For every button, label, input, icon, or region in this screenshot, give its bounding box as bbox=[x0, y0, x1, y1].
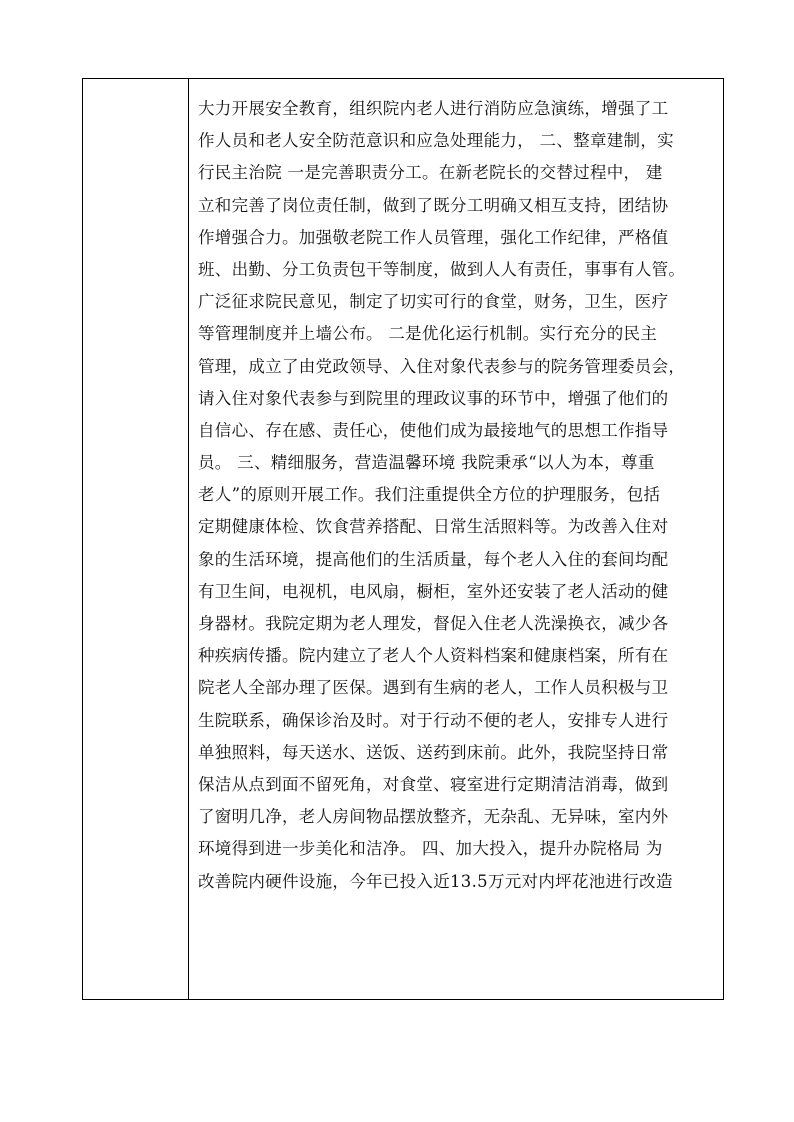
text-line: 作增强合力。加强敬老院工作人员管理，强化工作纪律，严格值 bbox=[198, 227, 669, 247]
table-label-cell bbox=[83, 79, 189, 999]
text-line: 等管理制度并上墙公布。 二是优化运行机制。实行充分的民主 bbox=[198, 324, 658, 344]
text-line: 单独照料，每天送水、送饭、送药到床前。此外，我院坚持日常 bbox=[198, 742, 669, 762]
text-line: 保洁从点到面不留死角，对食堂、寝室进行定期清洁消毒，做到 bbox=[198, 774, 669, 794]
text-line: 作人员和老人安全防范意识和应急处理能力， 二、整章建制，实 bbox=[198, 131, 674, 151]
text-line: 管理，成立了由党政领导、入住对象代表参与的院务管理委员会， bbox=[198, 356, 686, 376]
text-line: 环境得到进一步美化和洁净。 四、加大投入，提升办院格局 为 bbox=[198, 839, 663, 859]
text-line: 象的生活环境，提高他们的生活质量，每个老人入住的套间均配 bbox=[198, 549, 669, 569]
text-line: 有卫生间，电视机，电风扇，橱柜，室外还安装了老人活动的健 bbox=[198, 581, 669, 601]
text-line: 生院联系，确保诊治及时。对于行动不便的老人，安排专人进行 bbox=[198, 710, 669, 730]
table-content-cell bbox=[189, 79, 723, 999]
text-line: 了窗明几净，老人房间物品摆放整齐，无杂乱、无异味，室内外 bbox=[198, 807, 669, 827]
text-line: 老人”的原则开展工作。我们注重提供全方位的护理服务，包括 bbox=[198, 485, 661, 505]
text-line: 种疾病传播。院内建立了老人个人资料档案和健康档案，所有在 bbox=[198, 646, 669, 666]
text-line: 定期健康体检、饮食营养搭配、日常生活照料等。为改善入住对 bbox=[198, 517, 669, 537]
text-line: 班、出勤、分工负责包干等制度，做到人人有责任，事事有人管。 bbox=[198, 259, 686, 279]
text-line: 院老人全部办理了医保。遇到有生病的老人，工作人员积极与卫 bbox=[198, 678, 669, 698]
text-line: 身器材。我院定期为老人理发，督促入住老人洗澡换衣，减少各 bbox=[198, 614, 669, 633]
text-line: 广泛征求院民意见，制定了切实可行的食堂，财务，卫生，医疗 bbox=[198, 292, 669, 312]
text-line: 行民主治院 一是完善职责分工。在新老院长的交替过程中， 建 bbox=[198, 163, 663, 183]
report-table bbox=[82, 78, 724, 1000]
text-line: 改善院内硬件设施，今年已投入近13.5万元对内坪花池进行改造 bbox=[198, 871, 673, 891]
text-line: 请入住对象代表参与到院里的理政议事的环节中，增强了他们的 bbox=[198, 388, 669, 408]
text-line: 立和完善了岗位责任制，做到了既分工明确又相互支持，团结协 bbox=[198, 195, 669, 215]
text-line: 员。 三、精细服务，营造温馨环境 我院秉承“以人为本，尊重 bbox=[198, 453, 655, 473]
text-line: 大力开展安全教育，组织院内老人进行消防应急演练，增强了工 bbox=[198, 99, 669, 118]
text-line: 自信心、存在感、责任心，使他们成为最接地气的思想工作指导 bbox=[198, 420, 669, 440]
